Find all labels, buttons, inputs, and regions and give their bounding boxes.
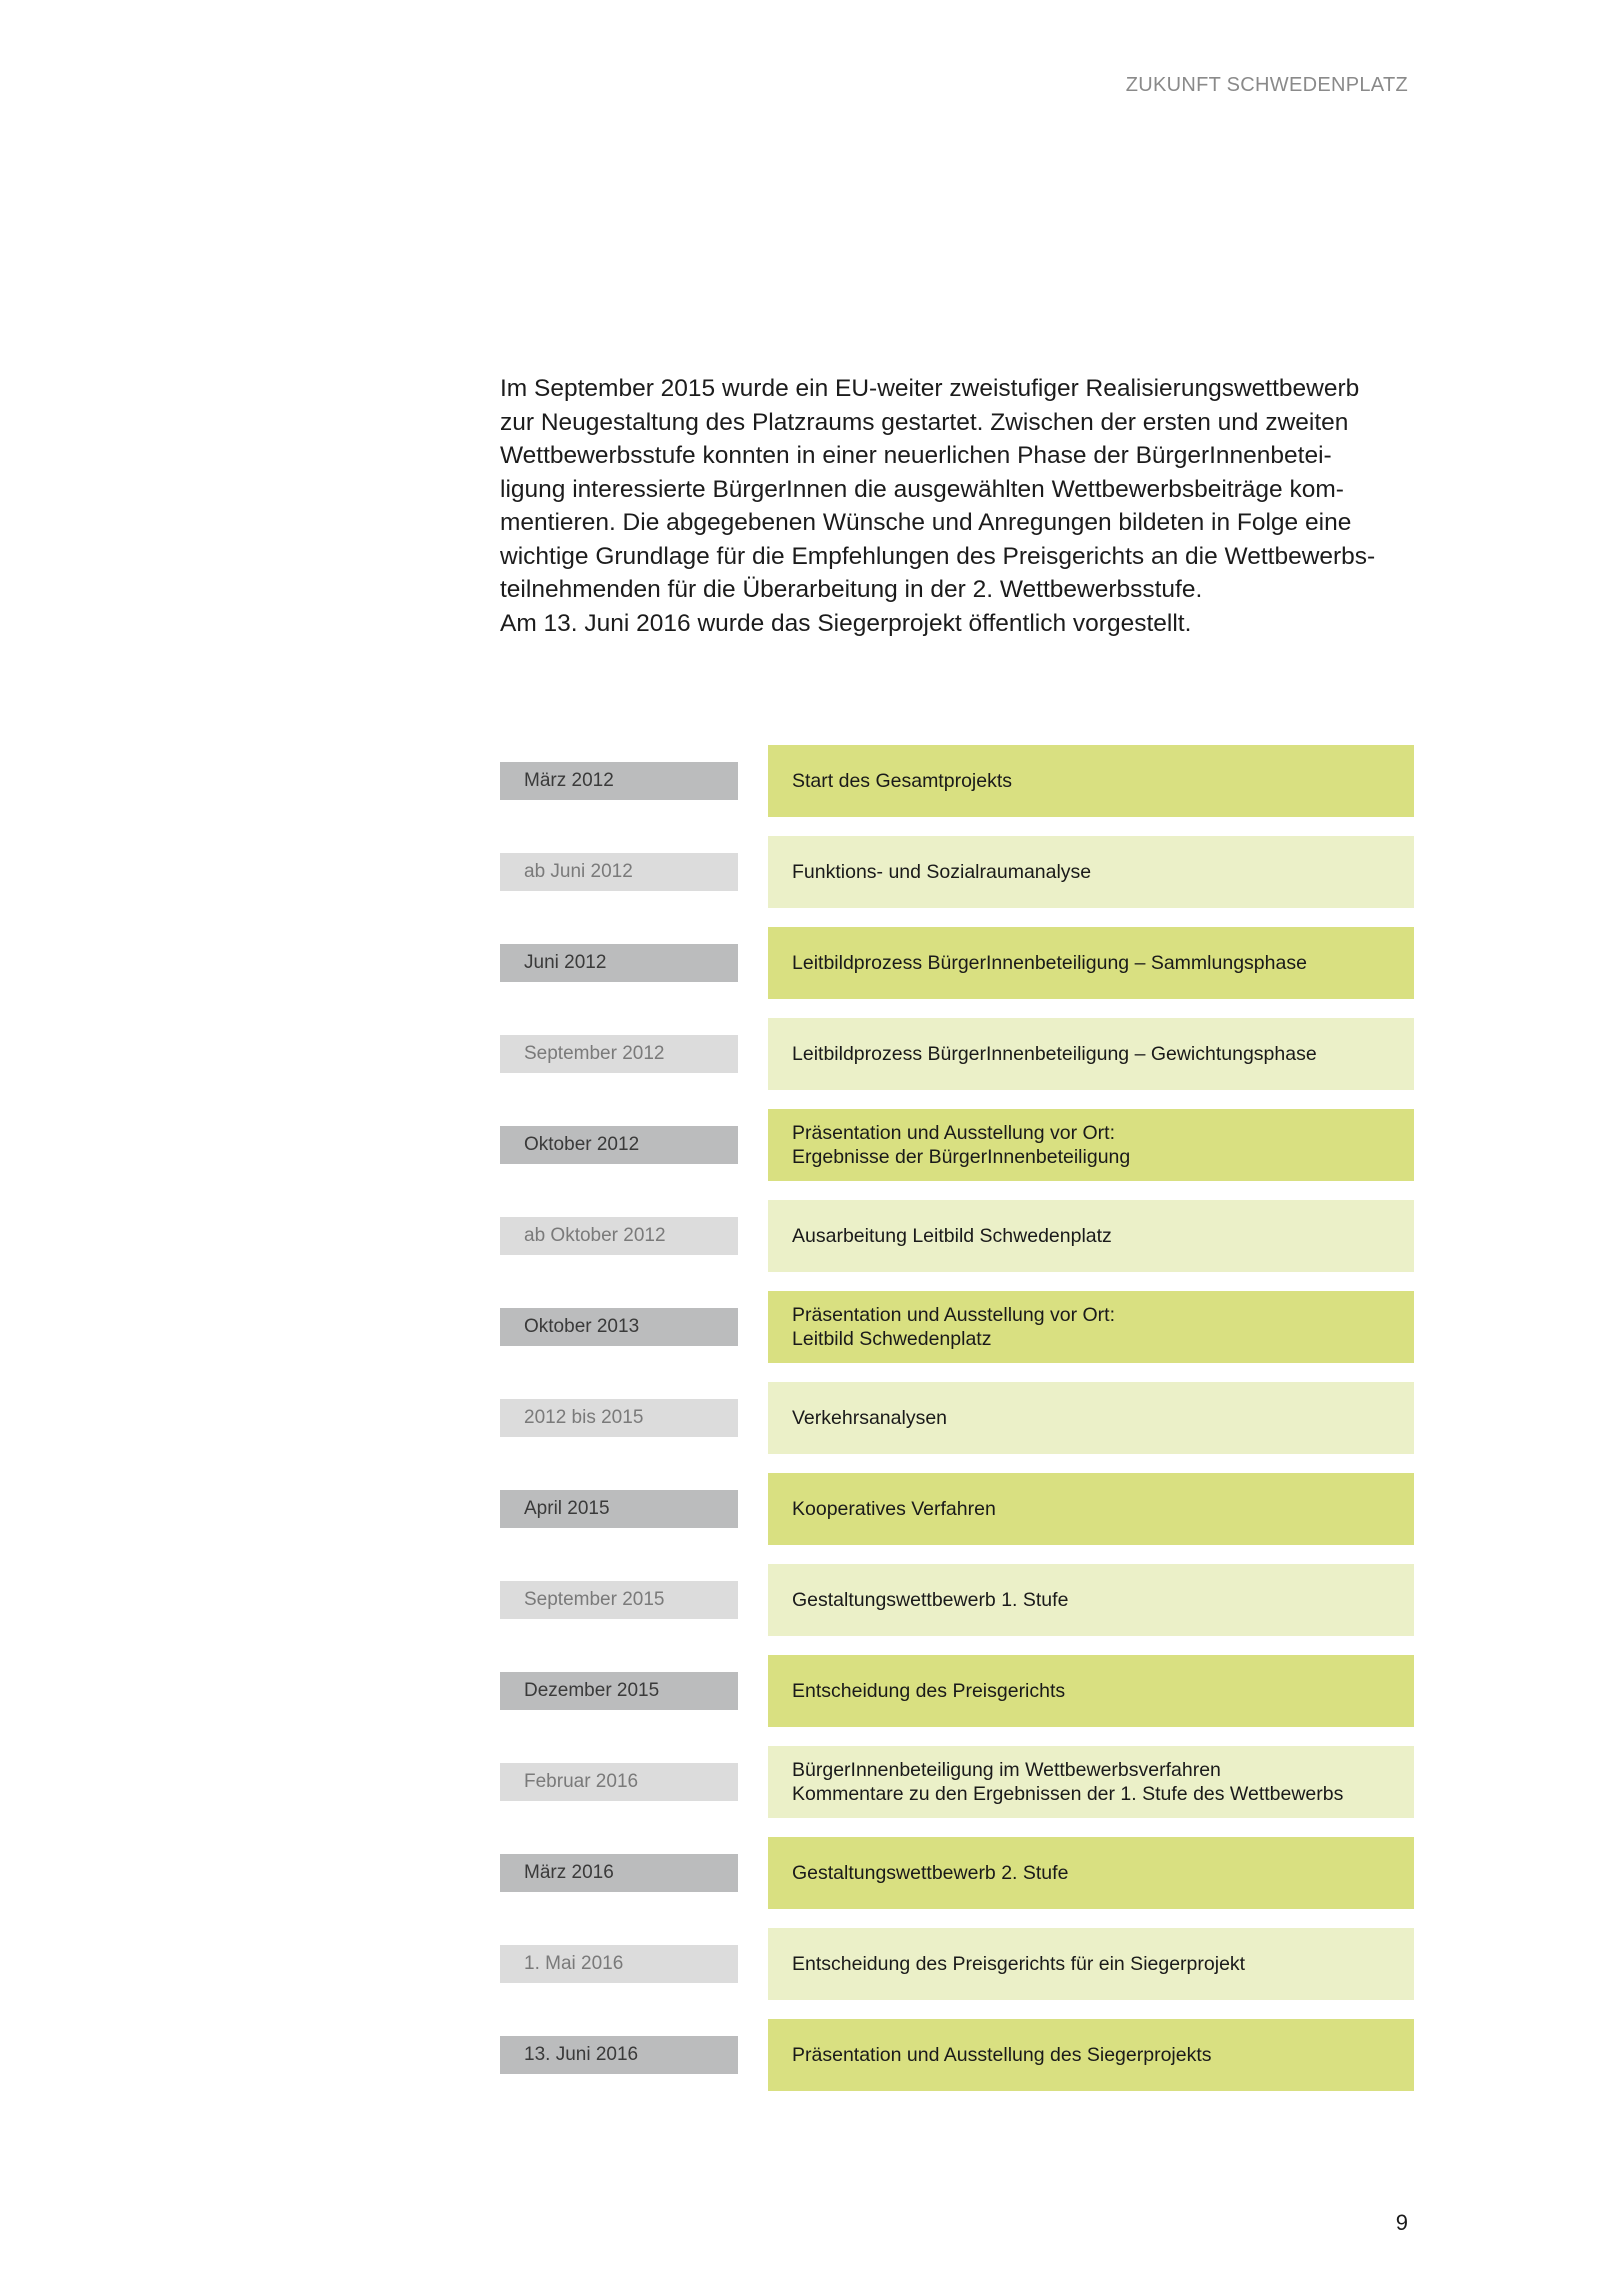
timeline-event-line: Ausarbeitung Leitbild Schwedenplatz [792, 1225, 1112, 1247]
timeline [500, 745, 1414, 2110]
timeline-event [768, 1018, 1414, 1090]
timeline-date: Oktober 2012 [500, 1126, 738, 1164]
intro-line: teilnehmenden für die Überarbeitung in der 2. Wettbewerbsstufe. [500, 576, 1203, 603]
timeline-event [768, 836, 1414, 908]
timeline-event-line: Ergebnisse der BürgerInnenbeteiligung [792, 1146, 1131, 1168]
timeline-event-line: Leitbild Schwedenplatz [792, 1328, 992, 1350]
timeline-row [500, 1018, 1414, 1090]
timeline-event-line: Entscheidung des Preisgerichts [792, 1680, 1066, 1702]
timeline-event-line: Entscheidung des Preisgerichts für ein Siegerprojekt [792, 1953, 1246, 1975]
timeline-row [500, 2019, 1414, 2091]
timeline-event [768, 1746, 1414, 1818]
timeline-date: Dezember 2015 [500, 1672, 738, 1710]
timeline-event [768, 1291, 1414, 1363]
timeline-event [768, 1564, 1414, 1636]
timeline-event-line: Präsentation und Ausstellung vor Ort: [792, 1122, 1116, 1144]
timeline-date: April 2015 [500, 1490, 738, 1528]
timeline-row [500, 1200, 1414, 1272]
intro-line: wichtige Grundlage für die Empfehlungen des Preisgerichts an die Wettbewerbs- [500, 542, 1376, 570]
timeline-event [768, 1837, 1414, 1909]
timeline-row [500, 745, 1414, 817]
timeline-date: Oktober 2013 [500, 1308, 738, 1346]
timeline-event-line: Präsentation und Ausstellung des Siegerprojekts [792, 2044, 1212, 2066]
timeline-row [500, 1382, 1414, 1454]
timeline-date: Juni 2012 [500, 944, 738, 982]
timeline-event [768, 1109, 1414, 1181]
timeline-row [500, 1746, 1414, 1818]
page-number: 9 [1395, 2210, 1408, 2235]
timeline-date: 1. Mai 2016 [500, 1945, 738, 1983]
intro-line: zur Neugestaltung des Platzraums gestartet. Zwischen der ersten und zweiten [500, 408, 1349, 436]
timeline-event-line: Start des Gesamtprojekts [792, 770, 1013, 792]
timeline-row [500, 1655, 1414, 1727]
timeline-event [768, 745, 1414, 817]
timeline-date: 13. Juni 2016 [500, 2036, 738, 2074]
timeline-event [768, 927, 1414, 999]
timeline-date: Februar 2016 [500, 1763, 738, 1801]
timeline-date: 2012 bis 2015 [500, 1399, 738, 1437]
timeline-event-line: Kommentare zu den Ergebnissen der 1. Stufe des Wettbewerbs [792, 1783, 1344, 1805]
timeline-date: März 2016 [500, 1854, 738, 1892]
timeline-event [768, 1655, 1414, 1727]
intro-line: ligung interessierte BürgerInnen die ausgewählten Wettbewerbsbeiträge kom- [500, 475, 1344, 503]
timeline-event-line: Leitbildprozess BürgerInnenbeteiligung – Sammlungsphase [792, 952, 1307, 974]
timeline-event [768, 1200, 1414, 1272]
intro-paragraph [500, 372, 1400, 640]
timeline-row [500, 1291, 1414, 1363]
timeline-event-line: Gestaltungswettbewerb 1. Stufe [792, 1589, 1069, 1611]
timeline-row [500, 1837, 1414, 1909]
timeline-event-line: BürgerInnenbeteiligung im Wettbewerbsverfahren [792, 1759, 1221, 1781]
timeline-date: März 2012 [500, 762, 738, 800]
timeline-row [500, 1928, 1414, 2000]
timeline-event [768, 1382, 1414, 1454]
timeline-row [500, 1564, 1414, 1636]
timeline-event-line: Kooperatives Verfahren [792, 1498, 996, 1520]
timeline-event [768, 1473, 1414, 1545]
timeline-row [500, 836, 1414, 908]
timeline-event-line: Präsentation und Ausstellung vor Ort: [792, 1304, 1116, 1326]
timeline-date: ab Oktober 2012 [500, 1217, 738, 1255]
running-header: ZUKUNFT SCHWEDENPLATZ [1125, 74, 1408, 96]
intro-line: mentieren. Die abgegebenen Wünsche und Anregungen bildeten in Folge eine [500, 509, 1352, 536]
timeline-event [768, 1928, 1414, 2000]
timeline-event-line: Funktions- und Sozialraumanalyse [792, 861, 1092, 883]
timeline-event-line: Verkehrsanalysen [792, 1407, 948, 1429]
timeline-event-line: Gestaltungswettbewerb 2. Stufe [792, 1862, 1069, 1884]
intro-line: Am 13. Juni 2016 wurde das Siegerprojekt öffentlich vorgestellt. [500, 609, 1192, 637]
timeline-date: September 2015 [500, 1581, 738, 1619]
timeline-date: ab Juni 2012 [500, 853, 738, 891]
timeline-row [500, 1109, 1414, 1181]
intro-line: Wettbewerbsstufe konnten in einer neuerlichen Phase der BürgerInnenbetei- [500, 442, 1332, 469]
timeline-row [500, 927, 1414, 999]
timeline-row [500, 1473, 1414, 1545]
timeline-date: September 2012 [500, 1035, 738, 1073]
intro-line: Im September 2015 wurde ein EU-weiter zweistufiger Realisierungswettbewerb [500, 375, 1360, 402]
timeline-event [768, 2019, 1414, 2091]
timeline-event-line: Leitbildprozess BürgerInnenbeteiligung – Gewichtungsphase [792, 1043, 1317, 1065]
